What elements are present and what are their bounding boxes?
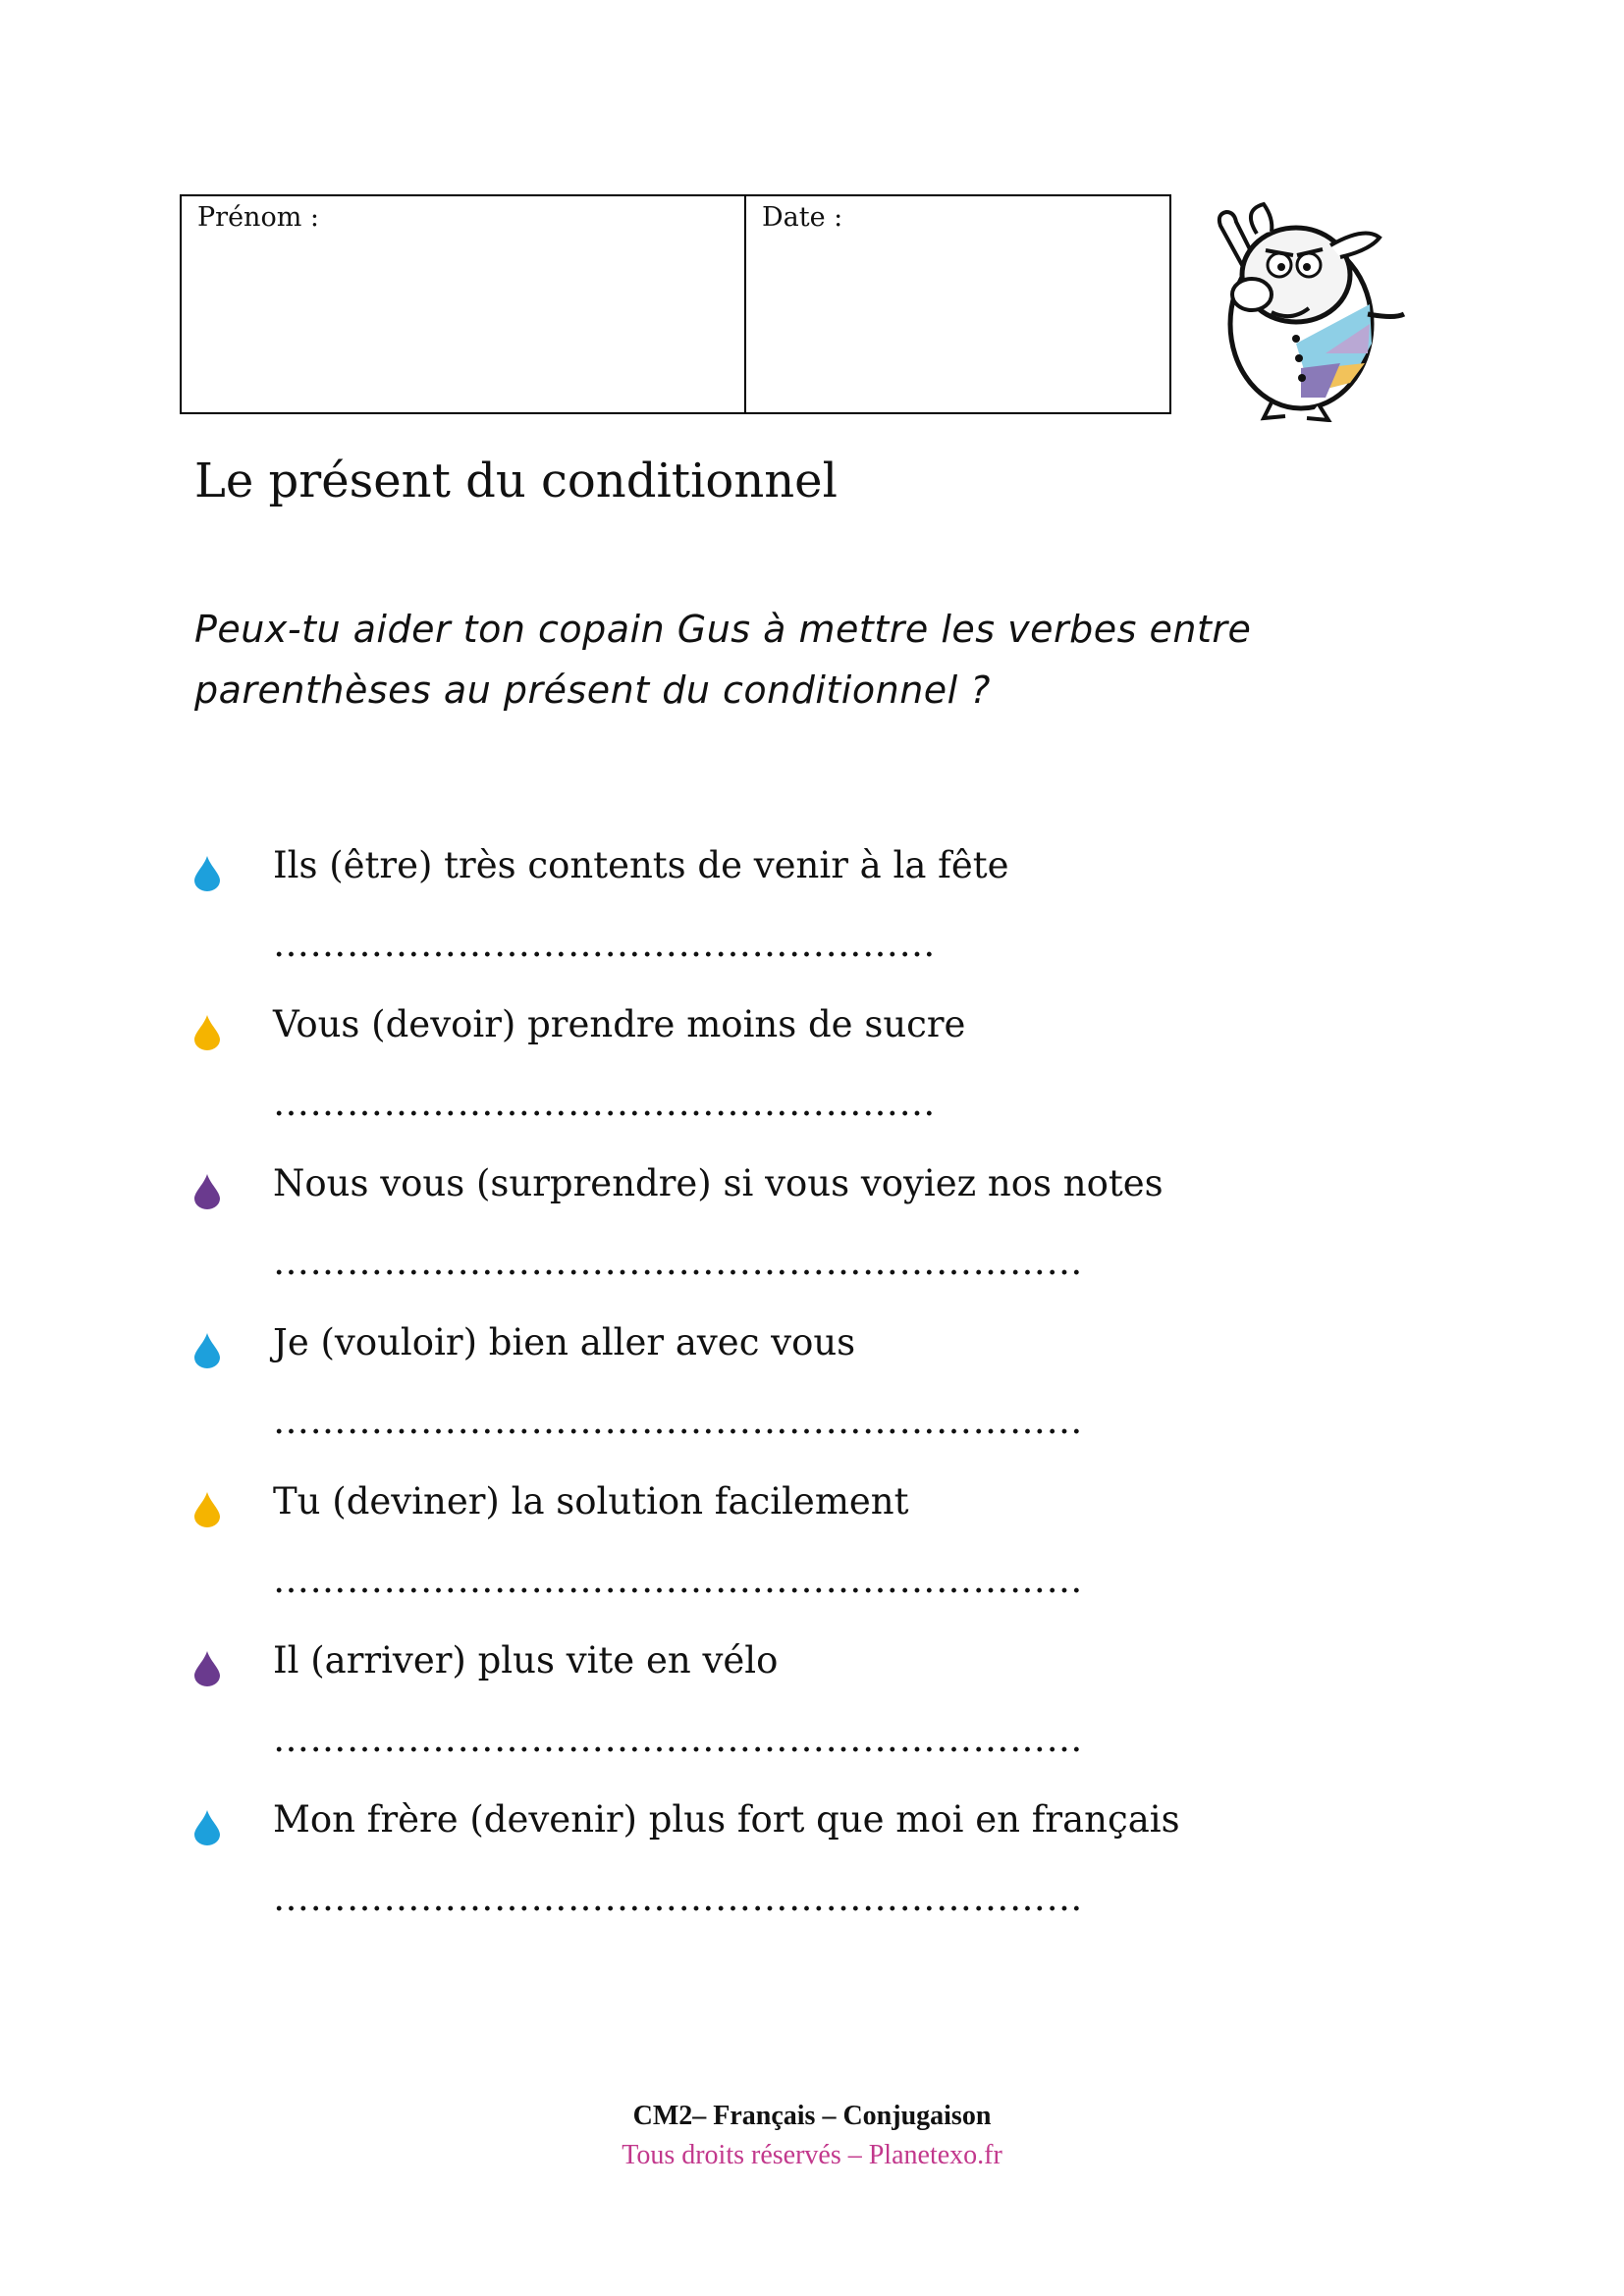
drop-bullet-icon xyxy=(194,856,220,891)
name-date-table xyxy=(180,194,1171,414)
drop-bullet-icon xyxy=(194,1810,220,1845)
drop-bullet-icon xyxy=(194,1015,220,1050)
drop-shape xyxy=(194,1810,220,1845)
drop-bullet-icon xyxy=(194,1651,220,1686)
exercise-item xyxy=(194,1321,1471,1480)
exercise-list xyxy=(194,844,1471,1957)
exercise-sentence: Ils (être) très contents de venir à la fête xyxy=(273,844,1009,886)
exercise-item xyxy=(194,1480,1471,1639)
answer-line[interactable]: ……………………………………………… xyxy=(273,923,936,965)
answer-line[interactable]: ………………………………………………………… xyxy=(273,1718,1083,1760)
exercise-item xyxy=(194,1798,1471,1957)
drop-shape xyxy=(194,1651,220,1686)
drop-shape xyxy=(194,856,220,891)
exercise-sentence: Vous (devoir) prendre moins de sucre xyxy=(273,1003,966,1045)
page-title: Le présent du conditionnel xyxy=(194,454,838,508)
answer-line[interactable]: ………………………………………………………… xyxy=(273,1559,1083,1601)
exercise-item xyxy=(194,1162,1471,1321)
gus-mascot-illustration xyxy=(1203,196,1409,422)
drop-shape xyxy=(194,1174,220,1209)
date-cell[interactable] xyxy=(746,196,1169,412)
prenom-cell[interactable] xyxy=(182,196,746,412)
footer-copyright: Tous droits réservés – Planetexo.fr xyxy=(622,2140,1002,2170)
prenom-label: Prénom : xyxy=(197,202,319,233)
exercise-item xyxy=(194,1639,1471,1798)
drop-bullet-icon xyxy=(194,1333,220,1368)
exercise-sentence: Mon frère (devenir) plus fort que moi en français xyxy=(273,1798,1180,1841)
answer-line[interactable]: ………………………………………………………… xyxy=(273,1877,1083,1919)
exercise-item xyxy=(194,1003,1471,1162)
answer-line[interactable]: ……………………………………………… xyxy=(273,1082,936,1124)
instruction-text: Peux-tu aider ton copain Gus à mettre les verbes entre parenthèses au présent du conditionnel ? xyxy=(194,608,1252,712)
footer-subject: CM2– Français – Conjugaison xyxy=(632,2101,992,2131)
date-label: Date : xyxy=(762,202,843,233)
drop-shape xyxy=(194,1015,220,1050)
exercise-item xyxy=(194,844,1471,1003)
exercise-sentence: Nous vous (surprendre) si vous voyiez nos notes xyxy=(273,1162,1164,1204)
answer-line[interactable]: ………………………………………………………… xyxy=(273,1241,1083,1283)
drop-shape xyxy=(194,1333,220,1368)
drop-shape xyxy=(194,1492,220,1527)
exercise-sentence: Tu (deviner) la solution facilement xyxy=(273,1480,909,1522)
exercise-sentence: Je (vouloir) bien aller avec vous xyxy=(273,1321,856,1363)
drop-bullet-icon xyxy=(194,1174,220,1209)
drop-bullet-icon xyxy=(194,1492,220,1527)
answer-line[interactable]: ………………………………………………………… xyxy=(273,1400,1083,1442)
exercise-sentence: Il (arriver) plus vite en vélo xyxy=(273,1639,779,1682)
